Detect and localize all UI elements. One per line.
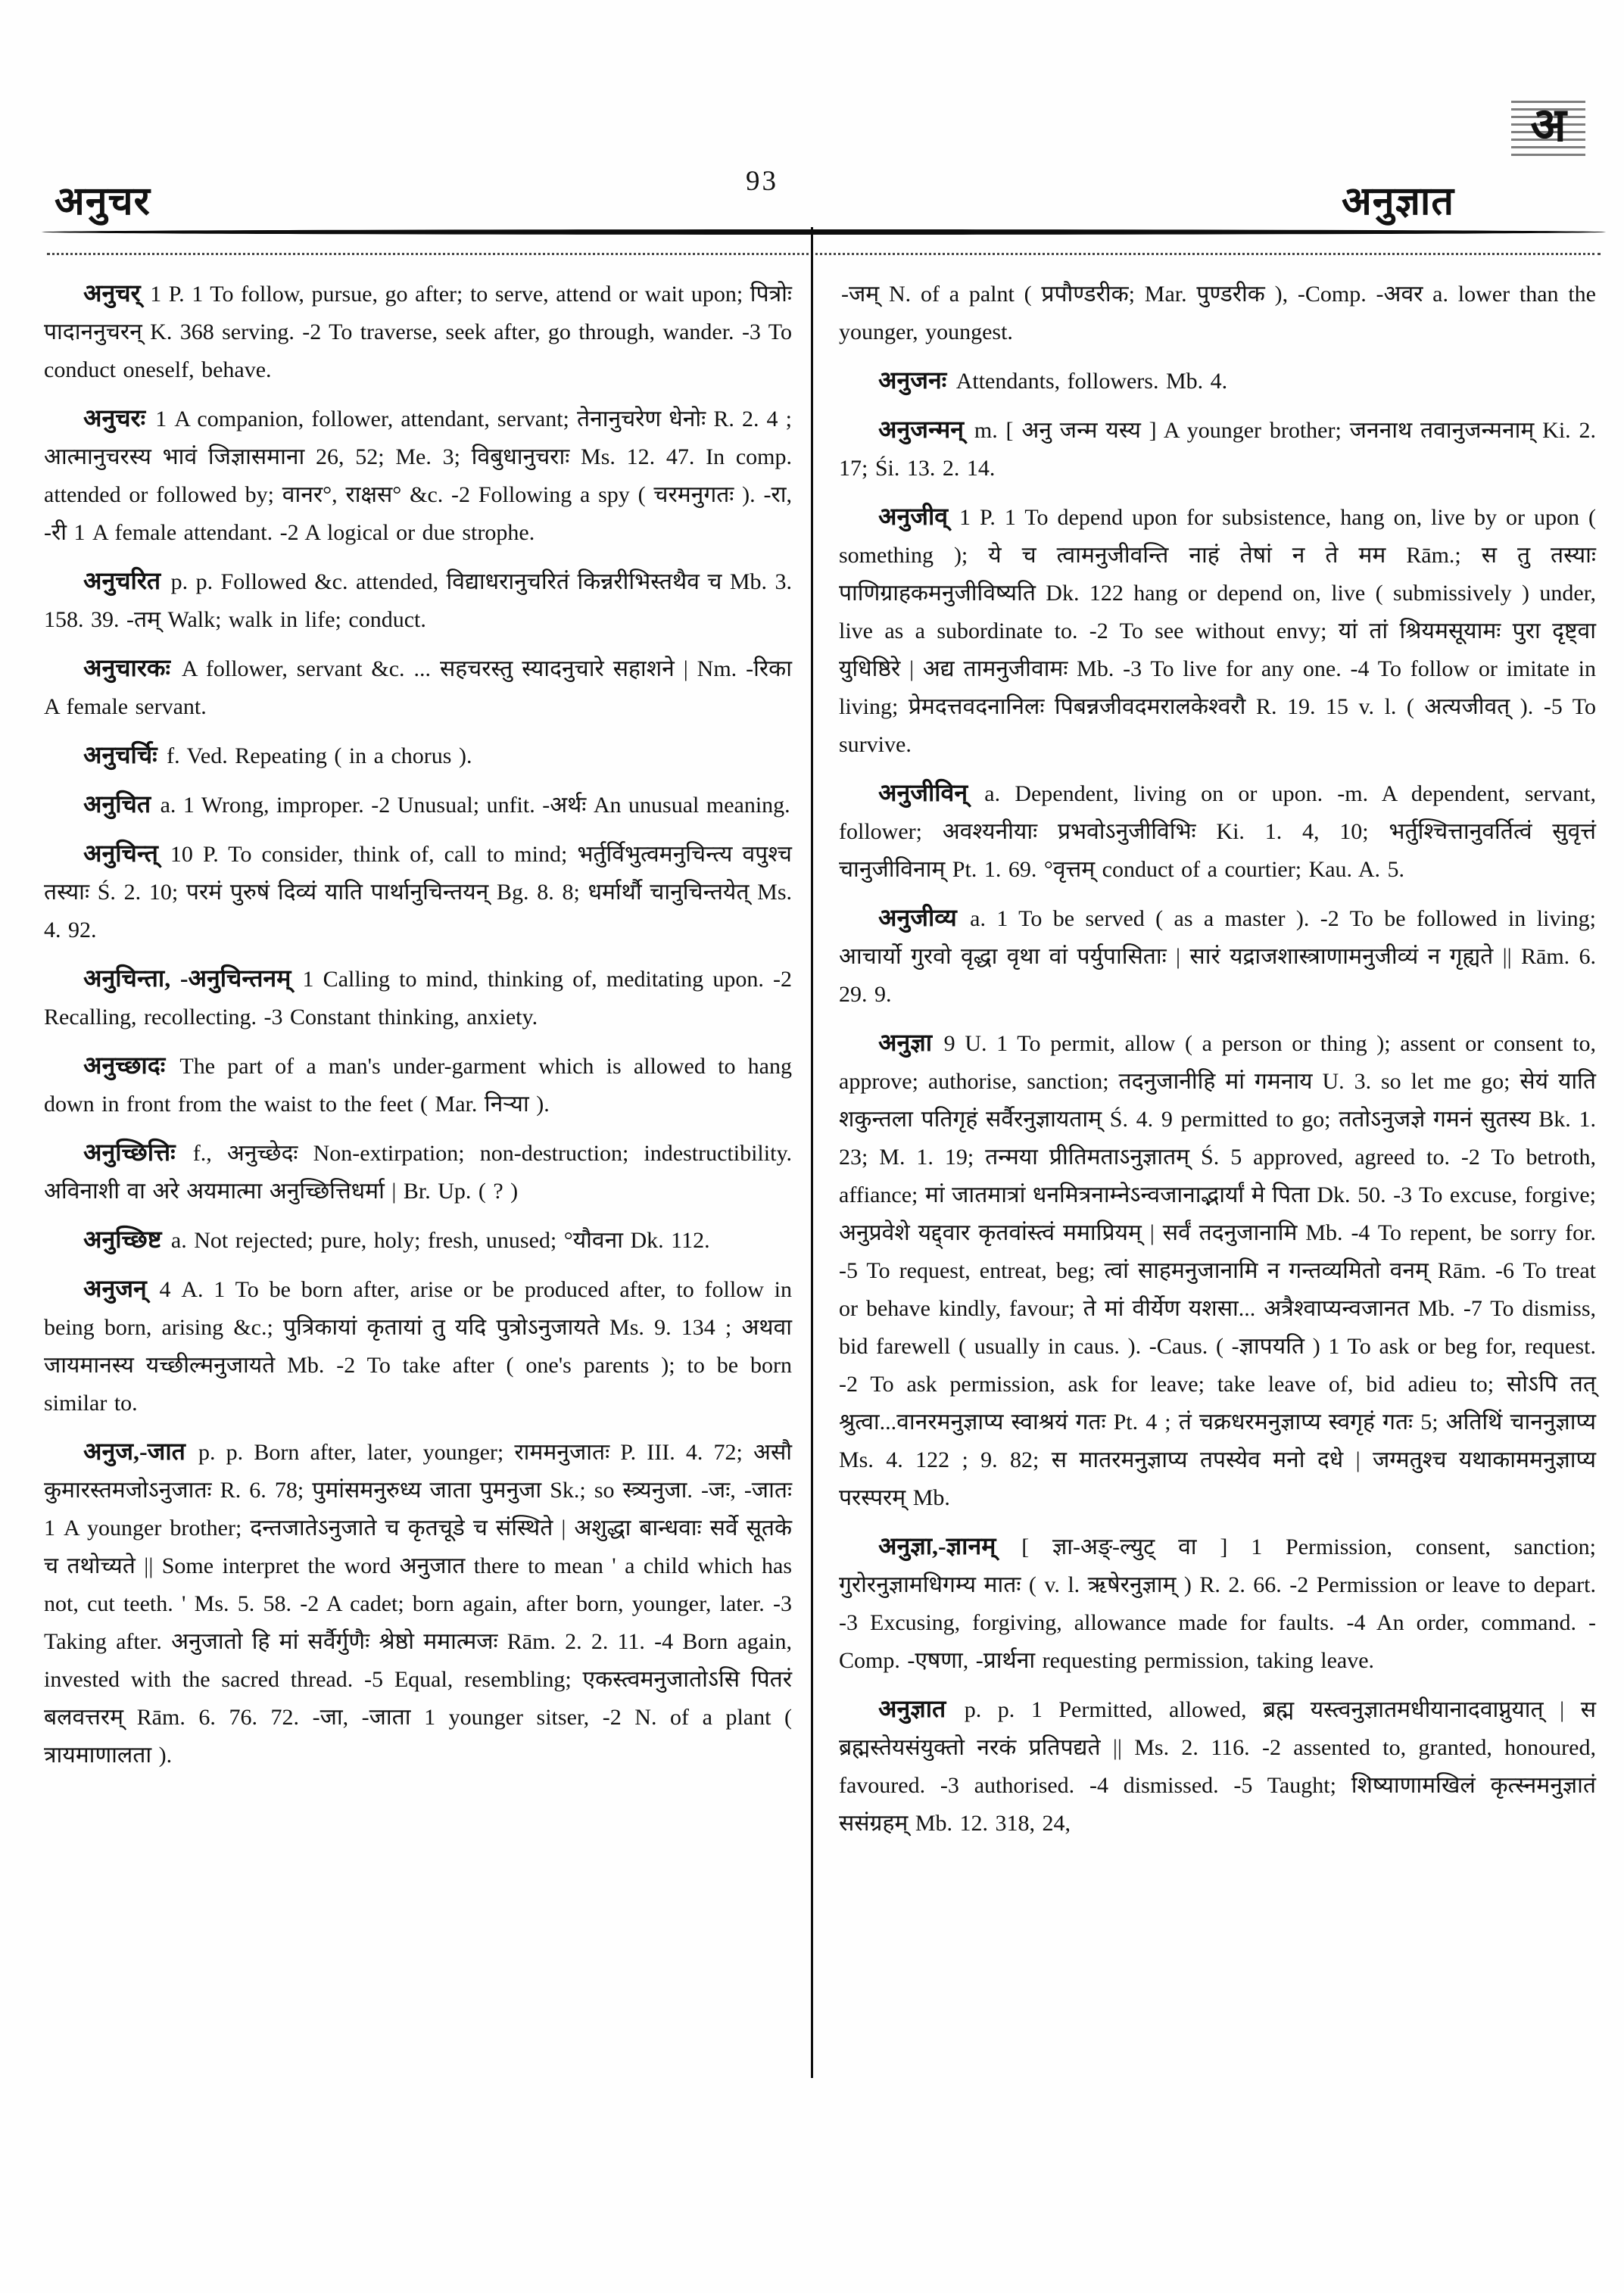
right-column xyxy=(839,274,1596,1852)
header-guide-word-left: अनुचर xyxy=(55,180,151,223)
entry-headword: अनुजन्मन् xyxy=(878,416,965,443)
entry-body: A follower, servant &c. ... सहचरस्तु स्यादनुचारे सहाशने | Nm. -रिका A female servant. xyxy=(44,656,792,719)
entry-body: -जम् N. of a palnt ( प्रपौण्डरीक; Mar. पुण्डरीक ), -Comp. -अवर a. lower than the younger, youngest. xyxy=(839,282,1596,344)
dict-entry xyxy=(44,274,792,389)
entry-body: p. p. Born after, later, younger; राममनुजातः P. III. 4. 72; असौ कुमारस्तमजोऽनुजातः R. 6. 78; पुमांसमनुरुध्य जाता पुमनुजा Sk.; so स्त्र्यनुजा. -जः, -जातः 1 A younger brother; दन्तजातेऽनुजाते च कृतचूडे च संस्थिते | अशुद्धा बान्धवाः सर्वे सूतके च तथोच्यते || Some interpret the word अनुजात there to mean ' a child which has not, cut teeth. ' Ms. 5. 58. -2 A cadet; born again, after born, younger, later. -3 Taking after. अनुजातो हि मां सर्वैर्गुणैः श्रेष्ठो ममात्मजः Rām. 2. 2. 11. -4 Born again, invested with the sacred thread. -5 Equal, resembling; एकस्त्वमनुजातोऽसि पितरं बलवत्तरम् Rām. 6. 76. 72. -जा, -जाता 1 younger sitser, -2 N. of a plant ( त्रायमाणालता ). xyxy=(44,1440,792,1768)
corner-guide-letter-tab xyxy=(1511,95,1585,156)
entry-headword: अनुचरित xyxy=(83,567,161,594)
dict-entry xyxy=(44,1432,792,1774)
entry-body: 4 A. 1 To be born after, arise or be produced after, to follow in being born, arising &c.; पुत्रिकायां कृतायां तु यदि पुत्रोऽनुजायते Ms. 9. 134 ; अथवा जायमानस्य यच्छील्मनुजायते Mb. -2 To take after ( one's parents ); to be born similar to. xyxy=(44,1277,792,1416)
entry-headword: अनुज,-जात xyxy=(83,1438,185,1465)
dict-entry xyxy=(44,1046,792,1123)
dict-entry xyxy=(44,1220,792,1260)
dict-entry xyxy=(44,649,792,726)
entry-body: f. Ved. Repeating ( in a chorus ). xyxy=(159,743,472,768)
page-number: 93 xyxy=(746,166,778,197)
entry-headword: अनुजनः xyxy=(878,366,947,394)
dict-entry xyxy=(839,774,1596,889)
entry-body: m. [ अनु जन्म यस्य ] A younger brother; जननाथ तवानुजन्मनाम् Ki. 2. 17; Śi. 13. 2. 14. xyxy=(839,418,1596,481)
entry-headword: अनुजन् xyxy=(83,1275,147,1302)
entry-headword: अनुज्ञा xyxy=(878,1029,933,1056)
entry-headword: अनुचरः xyxy=(83,404,146,431)
header-guide-word-right: अनुज्ञात xyxy=(1342,180,1455,223)
entry-headword: अनुचिन्ता, -अनुचिन्तनम् xyxy=(83,964,291,992)
entry-body: p. p. 1 Permitted, allowed, ब्रह्म यस्त्वनुज्ञातमधीयानादवाप्नुयात् | स ब्रह्मस्तेयसंयुक्तो नरकं प्रतिपद्यते || Ms. 2. 116. -2 assented to, granted, honoured, favoured. -3 authorised. -4 dismissed. -5 Taught; शिष्याणामखिलं कृत्स्नमनुज्ञातं ससंग्रहम् Mb. 12. 318, 24, xyxy=(839,1697,1596,1836)
entry-body: 9 U. 1 To permit, allow ( a person or thing ); assent or consent to, approve; authorise, sanction; तदनुजानीहि मां गमनाय U. 3. so let me go; सेयं याति शकुन्तला पतिगृहं सर्वैरनुज्ञायताम् Ś. 4. 9 permitted to go; ततोऽनुजज्ञे गमनं सुतस्य Bk. 1. 23; M. 1. 19; तन्मया प्रीतिमताऽनुज्ञातम् Ś. 5 approved, agreed to. -2 To betroth, affiance; मां जातमात्रां धनमित्रनाम्नेऽन्वजानाद्भार्यां मे पिता Dk. 50. -3 To excuse, forgive; अनुप्रवेशे यद्द्वार कृतवांस्त्वं ममाप्रियम् | सर्वं तदनुजानामि Mb. -4 To repent, be sorry for. -5 To request, entreat, beg; त्वां साहमनुजानामि न गन्तव्यमितो वनम् Rām. -6 To treat or behave kindly, favour; ते मां वीर्येण यशसा... अत्रैश्वाप्यन्वजानत Mb. -7 To dismiss, bid farewell ( usually in caus. ). -Caus. ( -ज्ञापयति ) 1 To ask or beg for, request. -2 To ask permission, ask for leave; take leave of, bid adieu to; सोऽपि तत् श्रुत्वा...वानरमनुज्ञाप्य स्वाश्रयं गतः Pt. 4 ; तं चक्रधरमनुज्ञाप्य स्वगृहं गतः 5; अतिथिं चाननुज्ञाप्य Ms. 4. 122 ; 9. 82; स मातरमनुज्ञाप्य तपस्येव मनो दधे | जग्मतुश्च यथाकाममनुज्ञाप्य परस्परम् Mb. xyxy=(839,1031,1596,1510)
entry-headword: अनुच्छादः xyxy=(83,1051,166,1079)
entry-headword: अनुचर्चिः xyxy=(83,741,157,768)
entry-body: The part of a man's under-garment which is allowed to hang down in front from the waist to the feet ( Mar. निऱ्या ). xyxy=(44,1054,792,1117)
entry-body: 1 Calling to mind, thinking of, meditating upon. -2 Recalling, recollecting. -3 Constant thinking, anxiety. xyxy=(44,967,792,1030)
dict-entry xyxy=(839,410,1596,488)
entry-body: 1 P. 1 To follow, pursue, go after; to serve, attend or wait upon; पित्रोः पादाननुचरन् K. 368 serving. -2 To traverse, seek after, go through, wander. -3 To conduct oneself, behave. xyxy=(44,282,792,382)
entry-body: 1 P. 1 To depend upon for subsistence, hang on, live by or upon ( something ); ये च त्वामनुजीवन्ति नाहं तेषां न ते मम Rām.; स तु तस्याः पाणिग्राहकमनुजीविष्यति Dk. 122 hang or depend on, live ( submissively ) under, live as a subordinate to. -2 To see without envy; यां तां श्रियमसूयामः पुरा दृष्ट्वा युधिष्ठिरे | अद्य तामनुजीवामः Mb. -3 To live for any one. -4 To follow or imitate in living; प्रेमदत्तवदनानिलः पिबन्नजीवदमरालकेश्वरौ R. 19. 15 v. l. ( अत्यजीवत् ). -5 To survive. xyxy=(839,505,1596,757)
entry-headword: अनुच्छिष्ट xyxy=(83,1226,162,1253)
dict-entry xyxy=(839,1690,1596,1843)
dict-entry xyxy=(44,959,792,1036)
dict-entry xyxy=(839,1527,1596,1680)
dict-entry xyxy=(839,497,1596,764)
entry-body: a. 1 To be served ( as a master ). -2 To be followed in living; आचार्यो गुरवो वृद्धा वृथा वां पर्युपासिताः | सारं यद्राजशास्त्राणामनुजीव्यं न गृह्यते || Rām. 6. 29. 9. xyxy=(839,906,1596,1007)
dict-entry xyxy=(44,399,792,552)
entry-headword: अनुजीव्य xyxy=(878,904,957,931)
corner-guide-letter: अ xyxy=(1530,100,1566,151)
dict-entry xyxy=(44,834,792,949)
header-rule xyxy=(42,229,1606,235)
entry-headword: अनुचर् xyxy=(83,279,141,307)
dict-entry xyxy=(44,1270,792,1422)
entry-body: a. Not rejected; pure, holy; fresh, unused; °यौवना Dk. 112. xyxy=(164,1228,710,1253)
column-divider xyxy=(811,227,813,2078)
left-column xyxy=(44,274,792,1784)
entry-body: f., अनुच्छेदः Non-extirpation; non-destruction; indestructibility. अविनाशी वा अरे अयमात्मा अनुच्छित्तिधर्मा | Br. Up. ( ? ) xyxy=(44,1141,792,1204)
dict-entry xyxy=(839,1023,1596,1517)
header-rule-dotted xyxy=(47,253,1601,255)
dict-entry xyxy=(44,562,792,639)
entry-body: [ ज्ञा-अङ्-ल्युट् वा ] 1 Permission, consent, sanction; गुरोरनुज्ञामधिगम्य मातः ( v. l. ऋषेरनुज्ञाम् ) R. 2. 66. -2 Permission or leave to depart. -3 Excusing, forgiving, allowance made for faults. -4 An order, command. -Comp. -एषणा, -प्रार्थना requesting permission, taking leave. xyxy=(839,1534,1596,1673)
dict-entry xyxy=(44,1133,792,1210)
entry-body: a. 1 Wrong, improper. -2 Unusual; unfit. -अर्थः An unusual meaning. xyxy=(153,793,790,818)
dict-entry-continuation xyxy=(839,274,1596,351)
dict-entry xyxy=(839,361,1596,400)
entry-headword: अनुचिन्त् xyxy=(83,840,158,867)
dict-entry xyxy=(44,785,792,824)
entry-headword: अनुच्छित्तिः xyxy=(83,1139,176,1166)
entry-headword: अनुचित xyxy=(83,790,151,818)
entry-body: 1 A companion, follower, attendant, servant; तेनानुचरेण धेनोः R. 2. 4 ; आत्मानुचरस्य भावं जिज्ञासमाना 26, 52; Me. 3; विबुधानुचराः Ms. 12. 47. In comp. attended or followed by; वानर°, राक्षस° &c. -2 Following a spy ( चरमनुगतः ). -रा, -री 1 A female attendant. -2 A logical or due strophe. xyxy=(44,407,792,545)
entry-body: 10 P. To consider, think of, call to mind; भर्तुर्विभुत्वमनुचिन्त्य वपुश्च तस्याः Ś. 2. 10; परमं पुरुषं दिव्यं याति पार्थानुचिन्तयन् Bg. 8. 8; धर्मार्थौ चानुचिन्तयेत् Ms. 4. 92. xyxy=(44,842,792,942)
dict-entry xyxy=(44,736,792,775)
entry-body: a. Dependent, living on or upon. -m. A dependent, servant, follower; अवश्यनीयाः प्रभवोऽनुजीविभिः Ki. 1. 4, 10; भर्तुश्चित्तानुवर्तित्वं सुवृत्तं चानुजीविनाम् Pt. 1. 69. °वृत्तम् conduct of a courtier; Kau. A. 5. xyxy=(839,781,1596,882)
entry-headword: अनुजीव् xyxy=(878,503,949,530)
entry-headword: अनुज्ञा,-ज्ञानम् xyxy=(878,1532,996,1559)
entry-headword: अनुचारकः xyxy=(83,654,170,681)
dict-entry xyxy=(839,899,1596,1014)
entry-headword: अनुज्ञात xyxy=(878,1695,946,1722)
entry-body: Attendants, followers. Mb. 4. xyxy=(949,369,1228,394)
entry-headword: अनुजीविन् xyxy=(878,779,968,806)
entry-body: p. p. Followed &c. attended, विद्याधरानुचरितं किन्नरीभिस्तथैव च Mb. 3. 158. 39. -तम् Walk; walk in life; conduct. xyxy=(44,569,792,632)
